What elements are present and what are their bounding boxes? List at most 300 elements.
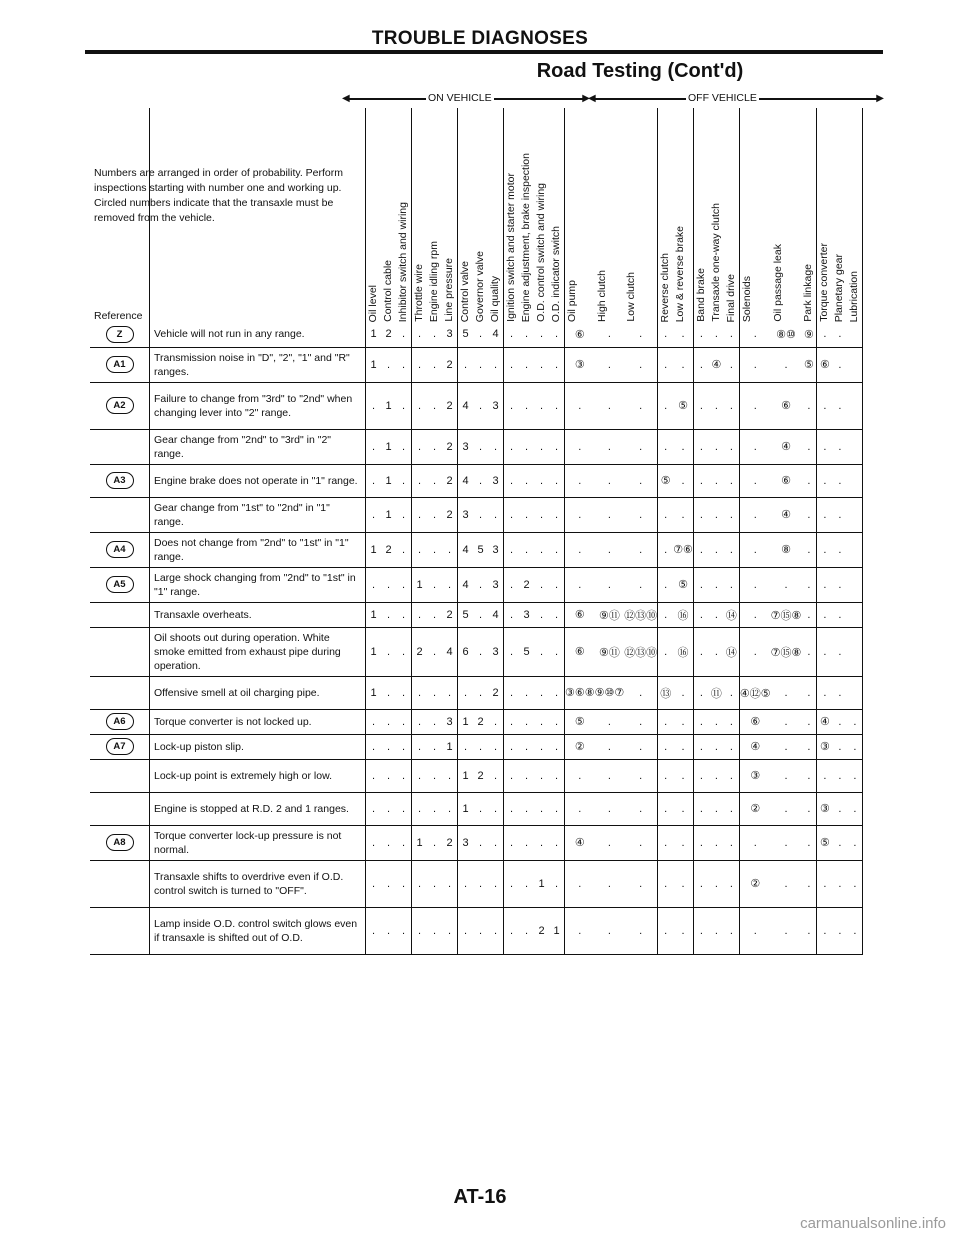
probability-cell: . [412, 759, 428, 792]
probability-cell: . [412, 602, 428, 627]
probability-cell: 3 [458, 429, 474, 464]
probability-cell: ⑭ [724, 602, 740, 627]
probability-cell: . [658, 627, 674, 676]
column-label: Line pressure [443, 258, 455, 322]
probability-cell: . [427, 825, 442, 860]
probability-cell: . [801, 907, 817, 954]
column-label: Low clutch [625, 272, 638, 322]
symptom-description: Transmission noise in "D", "2", "1" and "R" ranges. [150, 347, 366, 382]
probability-cell: . [658, 602, 674, 627]
probability-cell: ⑥ [771, 464, 802, 497]
reference-header: Reference [94, 310, 143, 322]
probability-cell: 2 [381, 322, 396, 347]
probability-cell: . [519, 759, 534, 792]
probability-cell: . [565, 429, 595, 464]
probability-cell: . [673, 907, 693, 954]
probability-cell: . [693, 709, 709, 734]
probability-cell: . [473, 627, 488, 676]
probability-cell: . [658, 734, 674, 759]
probability-cell: . [473, 497, 488, 532]
probability-cell: . [534, 602, 549, 627]
probability-cell: . [412, 322, 428, 347]
reference-header-cell [90, 108, 150, 322]
probability-cell: . [519, 347, 534, 382]
probability-cell: . [847, 734, 863, 759]
probability-cell: . [366, 567, 382, 602]
probability-cell: . [366, 860, 382, 907]
probability-cell: . [488, 825, 504, 860]
probability-cell: ⑫⑬⑩ [624, 627, 658, 676]
probability-cell: . [488, 759, 504, 792]
probability-cell: . [396, 860, 412, 907]
probability-cell: . [427, 382, 442, 429]
column-header [473, 108, 488, 322]
probability-cell: 2 [488, 676, 504, 709]
probability-cell: . [709, 464, 724, 497]
reference-cell [90, 627, 150, 676]
probability-cell: . [817, 602, 833, 627]
probability-cell: . [396, 759, 412, 792]
probability-cell: . [801, 627, 817, 676]
column-header [504, 108, 520, 322]
probability-cell: ③ [565, 347, 595, 382]
probability-cell: . [565, 759, 595, 792]
probability-cell: . [832, 347, 847, 382]
probability-cell: ② [739, 792, 770, 825]
probability-cell: . [724, 676, 740, 709]
reference-badge: A4 [106, 541, 134, 558]
probability-cell: . [488, 429, 504, 464]
probability-cell: 4 [442, 627, 458, 676]
column-label: Lubrication [848, 270, 861, 322]
table-row [90, 497, 863, 532]
probability-cell: . [427, 709, 442, 734]
probability-cell: . [549, 497, 565, 532]
probability-cell: . [595, 792, 625, 825]
probability-cell: . [724, 907, 740, 954]
probability-cell: . [458, 734, 474, 759]
probability-cell: . [832, 792, 847, 825]
probability-cell: . [832, 464, 847, 497]
probability-cell [847, 382, 863, 429]
column-label: Oil level [367, 284, 379, 322]
probability-cell: . [673, 792, 693, 825]
probability-cell: . [504, 627, 520, 676]
probability-cell: 1 [381, 497, 396, 532]
probability-cell: . [624, 382, 658, 429]
probability-cell: . [673, 676, 693, 709]
probability-cell: . [412, 532, 428, 567]
probability-cell: . [473, 734, 488, 759]
reference-cell [90, 532, 150, 567]
table-row [90, 734, 863, 759]
column-label: Low & reverse brake [674, 225, 687, 322]
probability-cell: . [693, 429, 709, 464]
table-row [90, 825, 863, 860]
probability-cell [847, 532, 863, 567]
probability-cell: 1 [366, 627, 382, 676]
column-header [565, 108, 595, 322]
probability-cell: . [832, 429, 847, 464]
probability-cell: . [801, 709, 817, 734]
symptom-description: Engine is stopped at R.D. 2 and 1 ranges. [150, 792, 366, 825]
probability-cell: 3 [442, 322, 458, 347]
probability-cell: . [381, 567, 396, 602]
probability-cell: 2 [519, 567, 534, 602]
probability-cell: 1 [534, 860, 549, 907]
column-label: Engine idling rpm [428, 240, 440, 322]
probability-cell: . [442, 567, 458, 602]
probability-cell: . [412, 347, 428, 382]
probability-cell: ⑪ [709, 676, 724, 709]
probability-cell: . [595, 322, 625, 347]
probability-cell: . [673, 709, 693, 734]
probability-cell: . [504, 464, 520, 497]
probability-cell: ③ [817, 792, 833, 825]
reference-cell [90, 429, 150, 464]
probability-cell: . [724, 497, 740, 532]
probability-cell: . [534, 759, 549, 792]
probability-cell: ⑥ [565, 627, 595, 676]
probability-cell: . [534, 347, 549, 382]
probability-cell: . [442, 532, 458, 567]
probability-cell: 1 [366, 602, 382, 627]
probability-cell: . [442, 759, 458, 792]
table-row [90, 322, 863, 347]
probability-cell: . [396, 347, 412, 382]
probability-cell: . [624, 347, 658, 382]
probability-cell: . [442, 907, 458, 954]
probability-cell: . [488, 907, 504, 954]
column-header [724, 108, 740, 322]
probability-cell: . [381, 627, 396, 676]
probability-cell: . [427, 567, 442, 602]
probability-cell [847, 322, 863, 347]
probability-cell: 4 [458, 532, 474, 567]
probability-cell: ③ [739, 759, 770, 792]
probability-cell: . [534, 825, 549, 860]
probability-cell: . [673, 322, 693, 347]
probability-cell: . [473, 792, 488, 825]
probability-cell: . [693, 627, 709, 676]
probability-cell: . [624, 792, 658, 825]
probability-cell: . [504, 792, 520, 825]
probability-cell: . [817, 532, 833, 567]
probability-cell: . [427, 676, 442, 709]
off-vehicle-label: OFF VEHICLE [688, 92, 757, 104]
probability-cell: . [658, 322, 674, 347]
probability-cell: . [801, 734, 817, 759]
probability-cell: . [724, 759, 740, 792]
probability-cell: . [709, 429, 724, 464]
probability-cell: . [504, 322, 520, 347]
table-row [90, 759, 863, 792]
column-label: Ignition switch and starter motor [505, 173, 517, 322]
probability-cell: ⑯ [673, 627, 693, 676]
probability-cell: 3 [519, 602, 534, 627]
probability-cell: . [412, 792, 428, 825]
table-row [90, 567, 863, 602]
probability-cell: . [381, 734, 396, 759]
probability-cell: . [832, 322, 847, 347]
probability-cell: . [396, 567, 412, 602]
probability-cell: . [624, 860, 658, 907]
probability-cell: . [396, 734, 412, 759]
probability-cell: . [519, 860, 534, 907]
reference-cell [90, 792, 150, 825]
reference-badge: A1 [106, 356, 134, 373]
probability-cell: . [693, 759, 709, 792]
probability-cell: . [739, 567, 770, 602]
probability-cell: . [473, 602, 488, 627]
description-header-cell [150, 108, 366, 322]
probability-cell: . [624, 464, 658, 497]
table-row [90, 627, 863, 676]
probability-cell: . [549, 567, 565, 602]
probability-cell: . [504, 347, 520, 382]
table-row [90, 382, 863, 429]
probability-cell: ⑥ [817, 347, 833, 382]
probability-cell: . [366, 429, 382, 464]
probability-cell: 4 [488, 322, 504, 347]
probability-cell: . [709, 497, 724, 532]
probability-cell: . [534, 532, 549, 567]
probability-cell: . [832, 627, 847, 676]
probability-cell: . [673, 860, 693, 907]
probability-cell: . [565, 567, 595, 602]
probability-cell: . [595, 907, 625, 954]
column-label: Torque converter [818, 243, 831, 322]
probability-cell: ④ [739, 734, 770, 759]
probability-cell: . [595, 709, 625, 734]
probability-cell: . [427, 464, 442, 497]
symptom-description: Gear change from "1st" to "2nd" in "1" range. [150, 497, 366, 532]
probability-cell: 2 [473, 759, 488, 792]
probability-cell: . [595, 567, 625, 602]
probability-cell: ④ [817, 709, 833, 734]
probability-cell: . [504, 532, 520, 567]
on-vehicle-span: ◀ ▶ ON VEHICLE [342, 92, 590, 104]
probability-cell: . [549, 709, 565, 734]
probability-cell: . [595, 532, 625, 567]
probability-cell: 3 [458, 825, 474, 860]
probability-cell: . [709, 322, 724, 347]
probability-cell: . [366, 464, 382, 497]
probability-cell: . [658, 792, 674, 825]
probability-cell: . [396, 676, 412, 709]
probability-cell: . [519, 382, 534, 429]
probability-cell: . [549, 382, 565, 429]
probability-cell: . [624, 709, 658, 734]
probability-cell: ④⑫⑤ [739, 676, 770, 709]
probability-cell: . [693, 734, 709, 759]
probability-cell: . [739, 602, 770, 627]
reference-badge: A3 [106, 472, 134, 489]
probability-cell: ④ [709, 347, 724, 382]
probability-cell: . [817, 567, 833, 602]
column-label: Park linkage [802, 264, 815, 322]
probability-cell: . [458, 347, 474, 382]
probability-cell: . [519, 676, 534, 709]
probability-cell: . [549, 322, 565, 347]
column-label: Planetary gear [833, 253, 846, 322]
probability-cell: . [396, 602, 412, 627]
probability-cell: ② [739, 860, 770, 907]
probability-cell: . [709, 825, 724, 860]
probability-cell: . [673, 825, 693, 860]
on-vehicle-label: ON VEHICLE [428, 92, 492, 104]
probability-cell: . [565, 497, 595, 532]
probability-cell: . [724, 532, 740, 567]
probability-cell: . [565, 382, 595, 429]
probability-cell: . [693, 602, 709, 627]
column-label: O.D. control switch and wiring [535, 183, 547, 322]
probability-cell: 2 [442, 602, 458, 627]
probability-cell: . [565, 464, 595, 497]
probability-cell: . [565, 860, 595, 907]
column-header [442, 108, 458, 322]
table-row [90, 532, 863, 567]
probability-cell: . [458, 860, 474, 907]
probability-cell: . [673, 497, 693, 532]
column-header [847, 108, 863, 322]
probability-cell: . [624, 497, 658, 532]
probability-cell: . [504, 709, 520, 734]
probability-cell: . [534, 734, 549, 759]
probability-cell: . [488, 497, 504, 532]
probability-cell: . [412, 709, 428, 734]
column-header [709, 108, 724, 322]
probability-cell: . [817, 676, 833, 709]
column-header [488, 108, 504, 322]
probability-note: Numbers are arranged in order of probability. Perform inspections starting with number one and working up. Circled numbers indicate that the transaxle must be removed from the vehicle. [94, 167, 344, 224]
probability-cell: . [771, 907, 802, 954]
column-header [519, 108, 534, 322]
probability-cell: . [673, 759, 693, 792]
reference-cell [90, 825, 150, 860]
probability-cell: ⑥ [739, 709, 770, 734]
probability-cell: . [549, 792, 565, 825]
probability-cell: . [832, 825, 847, 860]
probability-cell: 2 [442, 347, 458, 382]
probability-cell: . [534, 567, 549, 602]
probability-cell: ⑤ [673, 567, 693, 602]
probability-cell: . [504, 825, 520, 860]
probability-cell: . [709, 860, 724, 907]
probability-cell: . [427, 532, 442, 567]
probability-cell: . [709, 382, 724, 429]
probability-cell: ⑦⑥ [673, 532, 693, 567]
column-header [771, 108, 802, 322]
symptom-description: Lock-up point is extremely high or low. [150, 759, 366, 792]
probability-cell: ③⑥⑧ [565, 676, 595, 709]
probability-cell: . [381, 759, 396, 792]
probability-cell: . [396, 532, 412, 567]
probability-cell: . [801, 464, 817, 497]
probability-cell: . [595, 382, 625, 429]
probability-cell: . [458, 907, 474, 954]
probability-cell: . [658, 759, 674, 792]
probability-cell: . [624, 429, 658, 464]
probability-cell: . [458, 676, 474, 709]
probability-cell: 2 [381, 532, 396, 567]
watermark: carmanualsonline.info [800, 1215, 946, 1232]
probability-cell: . [724, 734, 740, 759]
column-label: Governor valve [474, 250, 486, 322]
reference-cell [90, 907, 150, 954]
probability-cell: . [473, 347, 488, 382]
probability-cell: . [832, 532, 847, 567]
probability-cell: . [412, 382, 428, 429]
reference-cell [90, 567, 150, 602]
probability-cell: . [504, 567, 520, 602]
probability-cell: ⑥ [565, 602, 595, 627]
probability-cell: . [519, 322, 534, 347]
probability-cell: . [549, 627, 565, 676]
probability-cell: . [801, 825, 817, 860]
probability-cell: . [693, 382, 709, 429]
probability-cell: . [412, 860, 428, 907]
column-label: Control cable [382, 260, 394, 322]
column-label: Solenoids [740, 275, 753, 322]
probability-cell: . [565, 532, 595, 567]
probability-cell: . [473, 322, 488, 347]
probability-cell: . [473, 907, 488, 954]
probability-cell: 1 [366, 676, 382, 709]
probability-cell: . [519, 532, 534, 567]
probability-cell: . [724, 429, 740, 464]
probability-cell: . [504, 602, 520, 627]
symptom-description: Vehicle will not run in any range. [150, 322, 366, 347]
probability-cell: . [709, 627, 724, 676]
header-rule [85, 50, 883, 54]
probability-cell: . [412, 734, 428, 759]
probability-cell: . [832, 907, 847, 954]
probability-cell: . [427, 759, 442, 792]
probability-cell: . [534, 382, 549, 429]
probability-cell: 2 [442, 382, 458, 429]
probability-cell: 3 [488, 532, 504, 567]
probability-cell: . [832, 567, 847, 602]
probability-cell: . [709, 602, 724, 627]
symptom-description: Offensive smell at oil charging pipe. [150, 676, 366, 709]
probability-cell: . [624, 734, 658, 759]
probability-cell: . [504, 734, 520, 759]
probability-cell: . [832, 759, 847, 792]
probability-cell [847, 464, 863, 497]
probability-cell: 3 [488, 567, 504, 602]
probability-cell: . [801, 602, 817, 627]
probability-cell: . [724, 860, 740, 907]
probability-cell: . [801, 429, 817, 464]
table-row [90, 709, 863, 734]
probability-cell: . [624, 676, 658, 709]
probability-cell: . [817, 759, 833, 792]
column-header [693, 108, 709, 322]
reference-cell [90, 734, 150, 759]
probability-cell: . [832, 382, 847, 429]
probability-cell: ⑤ [801, 347, 817, 382]
probability-cell: ⑤ [658, 464, 674, 497]
probability-cell: 1 [412, 567, 428, 602]
probability-cell: . [693, 464, 709, 497]
probability-cell: . [366, 907, 382, 954]
probability-cell: . [366, 792, 382, 825]
probability-cell: . [595, 734, 625, 759]
probability-cell: . [412, 497, 428, 532]
probability-cell: . [412, 676, 428, 709]
probability-cell: . [488, 734, 504, 759]
